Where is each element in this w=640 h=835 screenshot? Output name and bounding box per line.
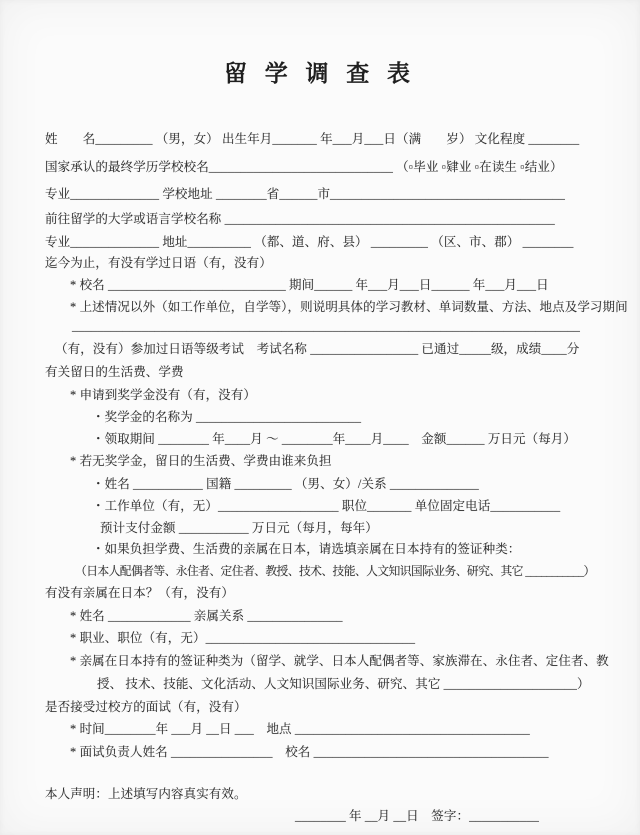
destination-major-address-line: 专业______________ 地址__________ （都、道、府、县） _________ （区、市、郡） ________ <box>45 235 574 249</box>
school-period-line: * 校名 ____________________________ 期间______ 年___月___日______ 年___月___日 <box>70 278 549 292</box>
date-signature-line: ________ 年 __月 __日 签字：___________ <box>295 809 539 823</box>
scholarship-period-amount-line: ・领取期间 ________ 年____月 ～ ________年____月____ 金额______ 万日元（每月） <box>92 432 577 446</box>
form-title: 留 学 调 查 表 <box>224 61 416 86</box>
interview-time-place-line: * 时间________年 ___月 __日 ___ 地点 _____________________________________ <box>70 722 530 736</box>
japanese-study-question-line: 迄今为止，有没有学过日语（有，没有） <box>45 256 272 270</box>
supporter-visa-options-line: （日本人配偶者等、永住者、定住者、教授、技术、技能、人文知识国际业务、研究、其它 ___________） <box>75 564 595 578</box>
expenses-section-heading: 有关留日的生活费、学费 <box>45 365 184 379</box>
supporter-name-nationality-line: ・姓名 ___________ 国籍 _________ （男、女）/关系 ______________ <box>92 477 479 491</box>
name-gender-birth-line: 姓 名_________ （男，女） 出生年月_______ 年___月___日（满 岁） 文化程度 ________ <box>45 132 580 146</box>
declaration-line: 本人声明：上述填写内容真实有效。 <box>45 787 247 801</box>
japanese-test-line: （有，没有）参加过日语等级考试 考试名称 _________________ 已通过_____级，成绩____分 <box>55 342 580 356</box>
destination-school-line: 前往留学的大学或语言学校名称 ____________________________________________________ <box>45 212 555 226</box>
supporter-question-line: * 若无奖学金，留日的生活费、学费由谁来负担 <box>70 454 332 468</box>
relative-occupation-line: * 职业、职位（有，无）_________________________________ <box>70 631 416 645</box>
blank-answer-line: ________________________________________________________________________________ <box>72 319 580 333</box>
final-education-school-line: 国家承认的最终学历学校校名_____________________________ （▫毕业 ▫肄业 ▫在读生 ▫结业） <box>45 160 563 174</box>
relatives-question-line: 有没有亲属在日本？（有，没有） <box>45 586 235 600</box>
interviewer-school-line: * 面试负责人姓名 ________________ 校名 _____________________________________ <box>70 745 549 759</box>
scholarship-name-line: ・奖学金的名称为 __________________________ <box>92 410 362 424</box>
supporter-payment-line: 预计支付金额 ___________ 万日元（每月，每年） <box>100 521 378 535</box>
major-school-address-line: 专业______________ 学校地址 ________省______市_____________________________________ <box>45 187 565 201</box>
relative-visa-types-line-1: * 亲属在日本持有的签证种类为（留学、就学、日本人配偶者等、家族滞在、永住者、定住者、教 <box>70 654 609 668</box>
supporter-visa-note-line: ・如果负担学费、生活费的亲属在日本，请选填亲属在日本持有的签证种类： <box>92 542 521 556</box>
supporter-work-line: ・工作单位（有，无）___________________ 职位_______ 单位固定电话___________ <box>92 499 561 513</box>
other-study-note-line: * 上述情况以外（如工作单位，自学等），则说明具体的学习教材、单词数量、方法、地点及学习期间 <box>70 300 628 314</box>
interview-question-line: 是否接受过校方的面试（有，没有） <box>45 700 247 714</box>
scholarship-question-line: * 申请到奖学金没有（有，没有） <box>70 388 256 402</box>
relative-name-relation-line: * 姓名 _____________ 亲属关系 _______________ <box>70 609 343 623</box>
relative-visa-types-line-2: 授、 技术、技能、文化活动、人文知识国际业务、研究、其它 _____________________） <box>97 677 590 691</box>
